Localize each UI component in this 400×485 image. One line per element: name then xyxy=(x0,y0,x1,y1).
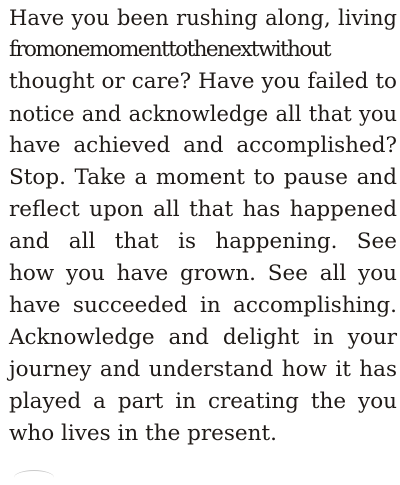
passage-line: fromonemomenttothenextwithout xyxy=(9,37,330,62)
passage-line: reflect upon all that has happened xyxy=(9,197,397,222)
passage-line: have succeeded in accomplishing. xyxy=(9,293,397,318)
passage-line: and all that is happening. See xyxy=(9,229,397,254)
passage-line: thought or care? Have you failed to xyxy=(9,69,397,94)
passage-text xyxy=(9,2,397,450)
passage-line: played a part in creating the you xyxy=(9,389,397,414)
passage-line: Have you been rushing along, living xyxy=(9,6,397,30)
passage-line: have achieved and accomplished? xyxy=(9,133,397,158)
passage-line: Stop. Take a moment to pause and xyxy=(9,165,397,190)
passage-line: who lives in the present. xyxy=(9,421,277,446)
passage-line: journey and understand how it has xyxy=(9,357,397,382)
passage-line: Acknowledge and delight in your xyxy=(9,325,397,350)
decorative-curve xyxy=(14,470,54,485)
passage-line: how you have grown. See all you xyxy=(9,261,397,286)
passage-line: notice and acknowledge all that you xyxy=(9,102,397,126)
